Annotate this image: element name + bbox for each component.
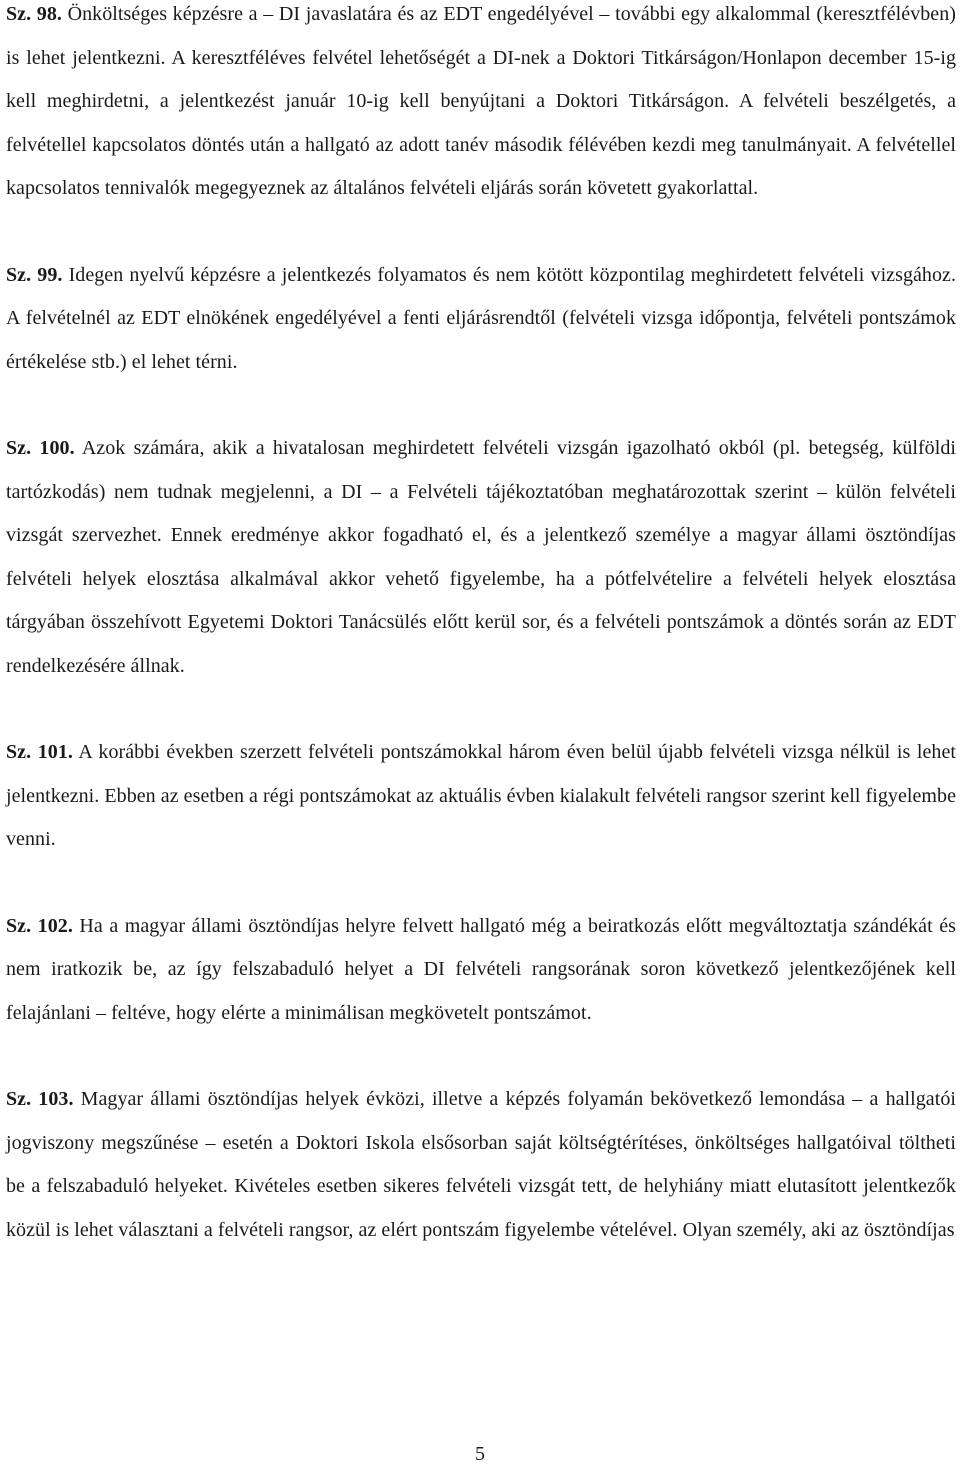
paragraph-sz-100	[6, 427, 956, 688]
paragraph-number: Sz. 101.	[6, 741, 73, 763]
paragraph-sz-102	[6, 905, 956, 1036]
paragraph-sz-98	[6, 0, 956, 211]
document-body	[6, 0, 956, 1295]
paragraph-number: Sz. 99.	[6, 263, 63, 286]
paragraph-sz-101	[6, 731, 956, 862]
paragraph-number: Sz. 102.	[6, 914, 73, 937]
paragraph-text: Önköltséges képzésre a – DI javaslatára és az EDT engedélyével – további egy alkalommal (keresztfélévben) is lehet jelentkezni. A keresztféléves felvétel lehetőségét a DI-nek a Doktori Titkárságon/Honlapon december 15-ig kell meghirdetni, a jelentkezést január 10-ig kell benyújtani a Doktori Titkárságon. A felvételi beszélgetés, a felvétellel kapcsolatos döntés után a hallgató az adott tanév második félévében kezdi meg tanulmányait. A felvétellel kapcsolatos tennivalók megegyeznek az általános felvételi eljárás során követett gyakorlattal.	[6, 3, 956, 199]
paragraph-text: Idegen nyelvű képzésre a jelentkezés folyamatos és nem kötött központilag meghirdetett felvételi vizsgához. A felvételnél az EDT elnökének engedélyével a fenti eljárásrendtől (felvételi vizsga időpontja, felvételi pontszámok értékelése stb.) el lehet térni.	[6, 263, 956, 373]
paragraph-number: Sz. 103.	[6, 1088, 74, 1110]
paragraph-sz-99	[6, 254, 956, 385]
paragraph-text: A korábbi években szerzett felvételi pontszámokkal három éven belül újabb felvételi vizsga nélkül is lehet jelentkezni. Ebben az esetben a régi pontszámokat az aktuális évben kialakult felvételi rangsor szerint kell figyelembe venni.	[6, 741, 957, 850]
paragraph-text: Ha a magyar állami ösztöndíjas helyre felvett hallgató még a beiratkozás előtt megváltoztatja szándékát és nem iratkozik be, az így felszabaduló helyet a DI felvételi rangsorának soron következő jelentkezőjének kell felajánlani – feltéve, hogy elérte a minimálisan megkövetelt pontszámot.	[6, 914, 956, 1024]
paragraph-sz-103	[6, 1078, 956, 1252]
page-number: 5	[475, 1443, 485, 1465]
paragraph-text: Azok számára, akik a hivatalosan meghirdetett felvételi vizsgán igazolható okból (pl. betegség, külföldi tartózkodás) nem tudnak megjelenni, a DI – a Felvételi tájékoztatóban meghatározottak szerint – külön felvételi vizsgát szervezhet. Ennek eredménye akkor fogadható el, és a jelentkező személye a magyar állami ösztöndíjas felvételi helyek elosztása alkalmával akkor vehető figyelembe, ha a pótfelvételire a felvételi helyek elosztása tárgyában összehívott Egyetemi Doktori Tanácsülés előtt kerül sor, és a felvételi pontszámok a döntés során az EDT rendelkezésére állnak.	[6, 437, 956, 677]
paragraph-number: Sz. 100.	[6, 437, 75, 459]
paragraph-text: Magyar állami ösztöndíjas helyek évközi, illetve a képzés folyamán bekövetkező lemondása – a hallgatói jogviszony megszűnése – esetén a Doktori Iskola elsősorban saját költségtérítéses, önköltséges hallgatóival töltheti be a felszabaduló helyeket. Kivételes esetben sikeres felvételi vizsgát tett, de helyhiány miatt elutasított jelentkezők közül is lehet választani a felvételi rangsor, az elért pontszám figyelembe vételével. Olyan személy, aki az ösztöndíjas	[6, 1088, 956, 1241]
paragraph-number: Sz. 98.	[6, 3, 62, 25]
